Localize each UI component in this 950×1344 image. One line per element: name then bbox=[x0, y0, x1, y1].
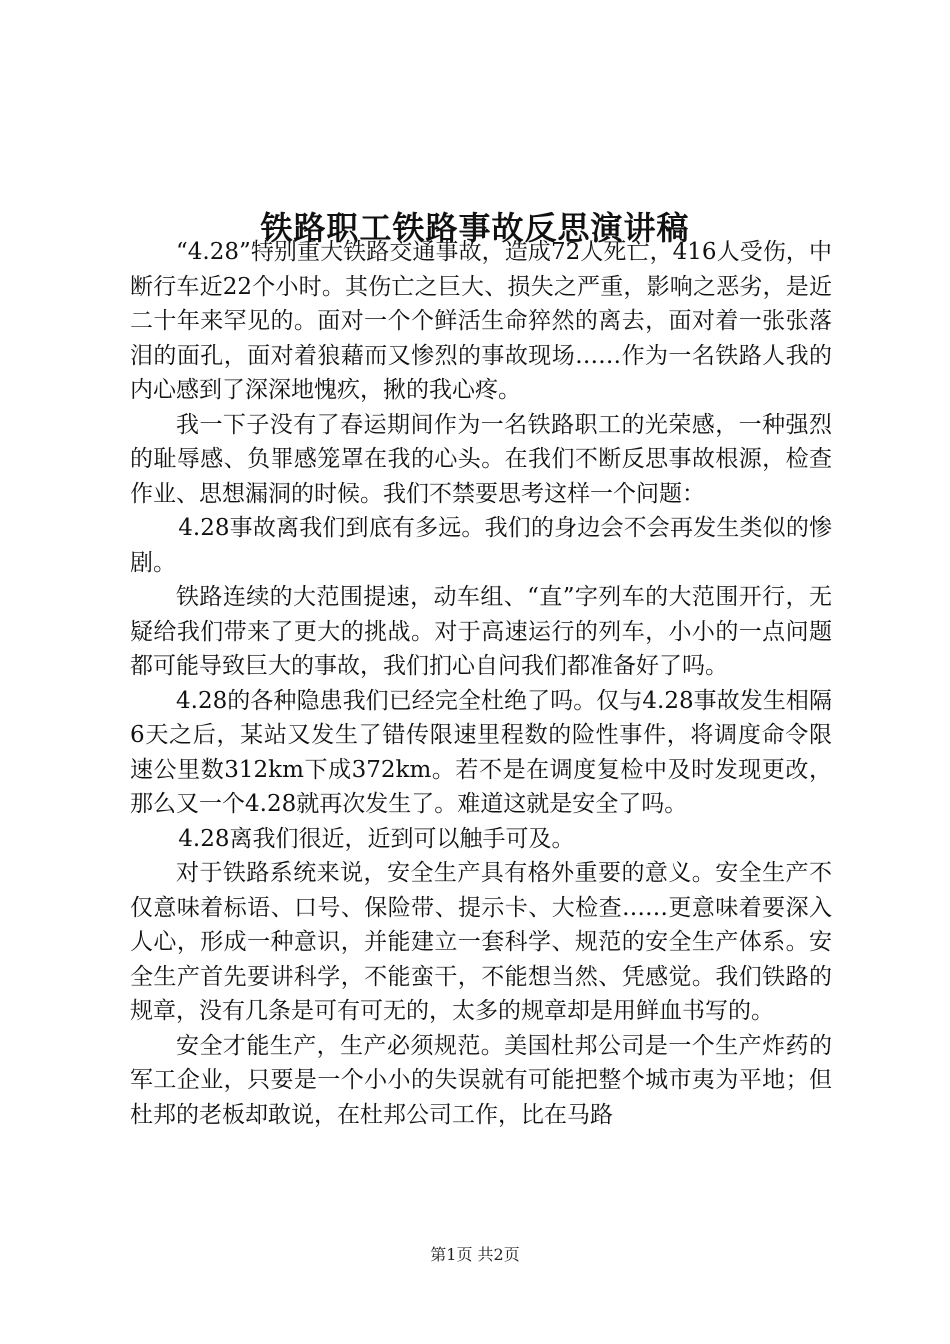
page-number-footer: 第1页 共2页 bbox=[430, 1245, 520, 1264]
paragraph: 对于铁路系统来说，安全生产具有格外重要的意义。安全生产不仅意味着标语、口号、保险带、提示卡、大检查……更意味着要深入人心，形成一种意识，并能建立一套科学、规范的安全生产体系。安全生产首先要讲科学，不能蛮干，不能想当然、凭感觉。我们铁路的规章，没有几条是可有可无的，太多的规章却是用鲜血书写的。 bbox=[130, 860, 832, 1024]
paragraph: 4.28的各种隐患我们已经完全杜绝了吗。仅与4.28事故发生相隔6天之后，某站又发生了错传限速里程数的险性事件，将调度命令限速公里数312km下成372km。若不是在调度复检中及时发现更改，那么又一个4.28就再次发生了。难道这就是安全了吗。 bbox=[130, 687, 832, 817]
paragraph: “4.28”特别重大铁路交通事故，造成72人死亡，416人受伤，中断行车近22个小时。其伤亡之巨大、损失之严重，影响之恶劣，是近二十年来罕见的。面对一个个鲜活生命猝然的离去，面对着一张张落泪的面孔，面对着狼藉而又惨烈的事故现场……作为一名铁路人我的内心感到了深深地愧疚，揪的我心疼。 bbox=[130, 239, 832, 403]
paragraph: 铁路连续的大范围提速，动车组、“直”字列车的大范围开行，无疑给我们带来了更大的挑战。对于高速运行的列车，小小的一点问题都可能导致巨大的事故，我们扪心自问我们都准备好了吗。 bbox=[130, 584, 832, 679]
document-body bbox=[130, 235, 832, 1132]
paragraph: 我一下子没有了春运期间作为一名铁路职工的光荣感，一种强烈的耻辱感、负罪感笼罩在我的心头。在我们不断反思事故根源，检查作业、思想漏洞的时候。我们不禁要思考这样一个问题： bbox=[130, 411, 832, 507]
document-title: 铁路职工铁路事故反思演讲稿 bbox=[260, 209, 690, 248]
paragraph: 4.28事故离我们到底有多远。我们的身边会不会再发生类似的惨剧。 bbox=[130, 515, 832, 576]
paragraph: 4.28离我们很近，近到可以触手可及。 bbox=[178, 825, 575, 852]
paragraph: 安全才能生产，生产必须规范。美国杜邦公司是一个生产炸药的军工企业，只要是一个小小的失误就有可能把整个城市夷为平地；但杜邦的老板却敢说，在杜邦公司工作，比在马路 bbox=[130, 1032, 832, 1128]
